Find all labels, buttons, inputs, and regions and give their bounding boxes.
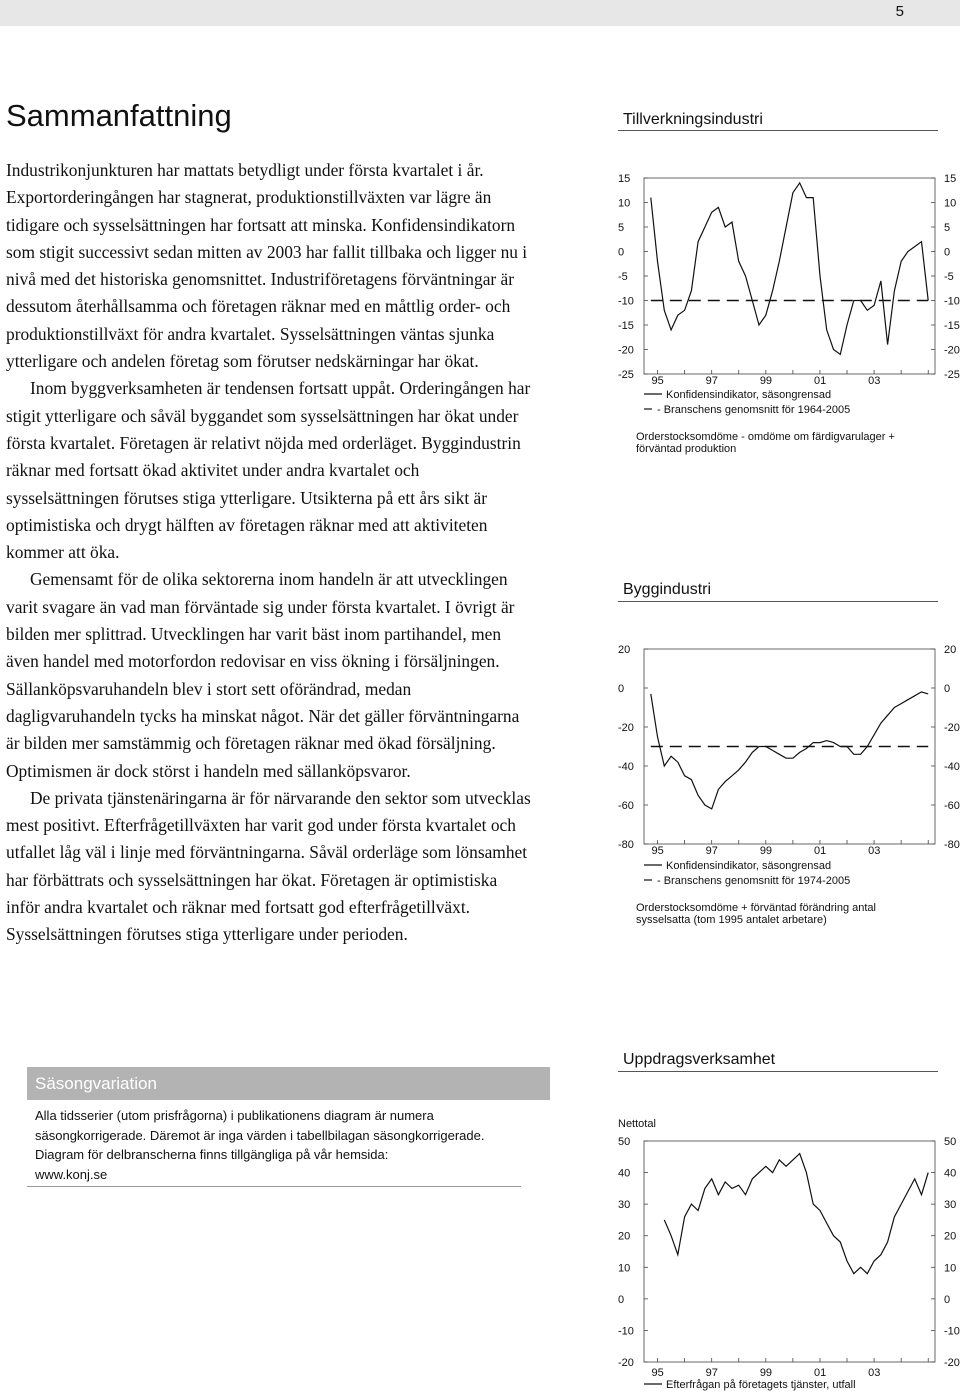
y-tick-label-right: 0 — [944, 683, 951, 695]
chart-note: sysselsatta (tom 1995 antalet arbetare) — [636, 914, 827, 926]
x-tick-label: 03 — [868, 375, 881, 387]
legend-label: - Branschens genomsnitt för 1974-2005 — [657, 875, 851, 887]
chart-note: Orderstocksomdöme + förväntad förändring antal — [636, 902, 876, 914]
y-tick-label-left: -20 — [618, 1357, 634, 1369]
y-tick-label-left: 40 — [618, 1167, 631, 1180]
series-line — [664, 1154, 928, 1274]
y-tick-label-right: -15 — [944, 320, 960, 332]
y-tick-label-right: -10 — [944, 1325, 960, 1338]
x-tick-label: 03 — [868, 1367, 881, 1379]
y-tick-label-left: 0 — [618, 246, 625, 259]
y-tick-label-right: 20 — [944, 1230, 957, 1243]
legend-label: Konfidensindikator, säsongrensad — [666, 389, 832, 401]
plot-frame — [644, 1141, 935, 1362]
info-box-heading: Säsongvariation — [27, 1067, 550, 1100]
x-tick-label: 01 — [813, 845, 827, 857]
chart-title: Byggindustri — [623, 581, 712, 598]
y-tick-label-right: 0 — [944, 246, 951, 259]
paragraph: Gemensamt för de olika sektorerna inom handeln är att utvecklingen varit svagare än vad man förväntade sig under första kvartalet. I övrigt är bilden mer splittrad. Utvecklingen har varit bäst inom partihandel, men även handel med motorfordon redovisar en viss ökning i försäljningen. Sällanköpsvaruhandeln blev i stort sett oförändrad, medan dagligvaruhandeln tycks ha minskat något. När det gäller förväntningarna är bilden mer samstämmig och företagen räknar med ökad försäljning. Optimismen är dock störst i handeln med sällanköpsvaror. — [6, 569, 520, 781]
x-tick-label: 97 — [705, 845, 718, 857]
y-tick-label-right: -40 — [944, 761, 960, 773]
y-tick-label-left: -60 — [618, 800, 634, 812]
y-tick-label-left: -5 — [618, 271, 628, 283]
y-tick-label-left: 0 — [618, 1293, 625, 1306]
x-tick-label: 01 — [813, 375, 827, 387]
x-tick-label: 95 — [651, 375, 664, 387]
website-link[interactable]: www.konj.se — [35, 1166, 108, 1182]
y-tick-label-left: 0 — [618, 683, 625, 695]
y-tick-label-right: 40 — [944, 1167, 957, 1180]
y-tick-label-left: -40 — [618, 761, 634, 773]
y-tick-label-left: -15 — [618, 320, 634, 332]
y-tick-label-left: 15 — [618, 173, 631, 185]
legend-label: - Branschens genomsnitt för 1964-2005 — [657, 404, 851, 416]
y-tick-label-left: 30 — [618, 1199, 631, 1212]
y-tick-label-right: -25 — [944, 369, 960, 381]
y-tick-label-left: 20 — [618, 1230, 631, 1243]
y-tick-label-right: -20 — [944, 1357, 960, 1369]
y-tick-label-right: 10 — [944, 1262, 957, 1275]
y-tick-label-left: -20 — [618, 344, 634, 357]
chart-note: Orderstocksomdöme - omdöme om färdigvarulager + — [636, 431, 895, 443]
page-number: 5 — [895, 3, 904, 20]
y-tick-label-left: 50 — [618, 1136, 631, 1148]
y-tick-label-left: 20 — [618, 644, 631, 656]
y-tick-label-right: 15 — [944, 173, 957, 185]
x-tick-label: 99 — [759, 845, 773, 857]
x-tick-label: 97 — [705, 375, 718, 387]
y-tick-label-right: -5 — [944, 271, 954, 283]
y-tick-label-right: 0 — [944, 1293, 951, 1306]
x-tick-label: 95 — [651, 845, 664, 857]
y-tick-label-right: -80 — [944, 839, 960, 851]
y-tick-label-right: -20 — [944, 344, 960, 357]
series-line — [651, 183, 928, 355]
y-axis-label: Nettotal — [618, 1118, 656, 1130]
chart-title: Uppdragsverksamhet — [623, 1051, 776, 1068]
y-tick-label-right: 20 — [944, 644, 957, 656]
chart-note: förväntad produktion — [636, 443, 737, 455]
y-tick-label-right: -20 — [944, 722, 960, 734]
y-tick-label-left: -25 — [618, 369, 634, 381]
x-tick-label: 95 — [651, 1367, 664, 1379]
paragraph: De privata tjänstenäringarna är för närvarande den sektor som utvecklas mest positivt. Efterfrågetillväxten har varit god under första kvartalet och utfallet låg väl i linje med förväntningarna. Såväl orderläge som lönsamhet har förbättrats och sysselsättningen har ökat. Företagen är optimistiska inför andra kvartalet och räknar med fortsatt god efterfrågetillväxt. Sysselsättningen förutses stiga ytterligare under perioden. — [6, 787, 531, 945]
y-tick-label-right: -10 — [944, 295, 960, 308]
y-tick-label-right: 50 — [944, 1136, 957, 1148]
y-tick-label-left: -20 — [618, 722, 634, 734]
x-tick-label: 03 — [868, 845, 881, 857]
x-tick-label: 97 — [705, 1367, 718, 1379]
y-tick-label-left: -10 — [618, 1325, 634, 1338]
paragraph: Industrikonjunkturen har mattats betydligt under första kvartalet i år. Exportorderingången har stagnerat, produktionstillväxten var lägre än tidigare och sysselsättningen har fortsatt att minska. Konfidensindikatorn som stigit successivt sedan mitten av 2003 har fallit tillbaka och ligger nu i nivå med det historiska genomsnittet. Industriföretagens förväntningar är dessutom återhållsamma och företagen räknar med en måttlig order- och produktionstillväxt för andra kvartalet. Sysselsättningen väntas sjunka ytterligare och andelen företag som förutser nedskärningar har ökat. — [6, 160, 528, 372]
series-line — [651, 692, 928, 809]
y-tick-label-right: 10 — [944, 197, 957, 210]
chart-title: Tillverkningsindustri — [623, 111, 763, 128]
y-tick-label-right: 5 — [944, 222, 951, 234]
info-box-body: Alla tidsserier (utom prisfrågorna) i publikationens diagram är numera säsongkorrigerade. Däremot är inga värden i tabellbilagan säsongkorrigerade. Diagram för delbranscherna finns tillgängliga på vår hemsida: — [35, 1108, 485, 1162]
y-tick-label-left: 10 — [618, 197, 631, 210]
y-tick-label-left: 5 — [618, 222, 625, 234]
page-title: Sammanfattning — [6, 98, 232, 133]
legend-label: Konfidensindikator, säsongrensad — [666, 860, 832, 872]
x-tick-label: 99 — [759, 375, 773, 387]
legend-label: Efterfrågan på företagets tjänster, utfall — [666, 1379, 856, 1391]
y-tick-label-right: -60 — [944, 800, 960, 812]
y-tick-label-left: -80 — [618, 839, 634, 851]
x-tick-label: 99 — [759, 1367, 773, 1379]
y-tick-label-left: -10 — [618, 295, 634, 308]
y-tick-label-right: 30 — [944, 1199, 957, 1212]
paragraph: Inom byggverksamheten är tendensen fortsatt uppåt. Orderingången har stigit ytterligare och såväl byggandet som sysselsättningen har ökat under första kvartalet. Företagen är relativt nöjda med orderläget. Byggindustrin räknar med fortsatt ökad aktivitet under andra kvartalet och sysselsättningen förutses stiga ytterligare. Utsikterna på ett års sikt är optimistiska och drygt hälften av företagen räknar med att aktiviteten kommer att öka. — [6, 378, 531, 563]
y-tick-label-left: 10 — [618, 1262, 631, 1275]
x-tick-label: 01 — [813, 1367, 827, 1379]
